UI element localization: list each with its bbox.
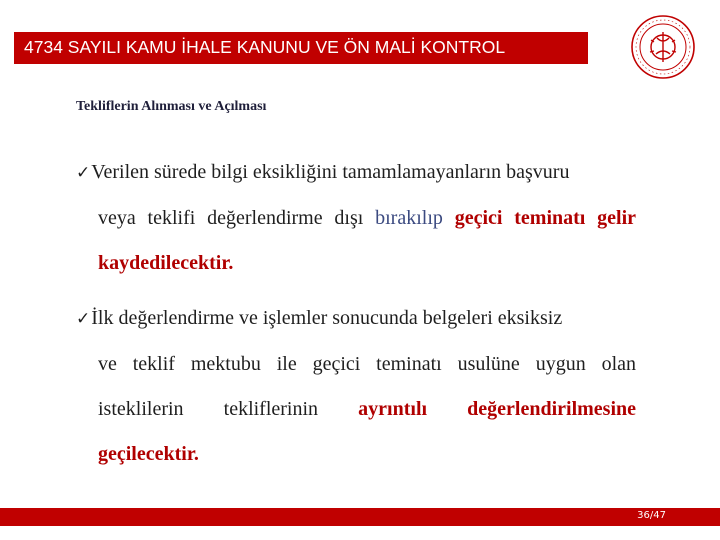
page-number: 36/47: [637, 510, 666, 521]
footer-bar: [0, 508, 720, 526]
list-item: [76, 296, 636, 477]
bullet-1-line-2-muted: bırakılıp: [375, 207, 443, 229]
bullet-2-line-2: ve teklif mektubu ile geçici teminatı usulüne uygun olan: [98, 353, 636, 375]
ministry-seal-icon: [630, 14, 696, 80]
checkmark-icon: ✓: [76, 163, 91, 183]
bullet-1-line-1: Verilen sürede bilgi eksikliğini tamamlamayanların başvuru: [91, 161, 570, 183]
bullet-2-line-3-text: isteklilerin tekliflerinin: [98, 398, 319, 420]
content-area: [76, 150, 636, 477]
bullet-1-line-2-text: veya teklifi değerlendirme dışı: [98, 207, 364, 229]
bullet-1-line-2-highlight: geçici teminatı: [454, 207, 586, 229]
bullet-2-line-1: İlk değerlendirme ve işlemler sonucunda belgeleri eksiksiz: [91, 307, 563, 329]
checkmark-icon: ✓: [76, 309, 91, 329]
bullet-1-continuation: [76, 196, 636, 286]
title-bar: [14, 32, 588, 64]
list-item: [76, 150, 636, 286]
bullet-1-line-3-highlight: gelir kaydedilecektir.: [98, 207, 637, 274]
bullet-2-continuation: [76, 342, 636, 477]
page-title: 4734 SAYILI KAMU İHALE KANUNU VE ÖN MALİ KONTROL: [24, 37, 506, 57]
bullet-2-line-3-highlight: ayrıntılı değerlendirilmesine: [358, 398, 637, 420]
section-subtitle: Tekliflerin Alınması ve Açılması: [76, 99, 267, 114]
bullet-2-line-4-highlight: geçilecektir.: [98, 443, 199, 465]
